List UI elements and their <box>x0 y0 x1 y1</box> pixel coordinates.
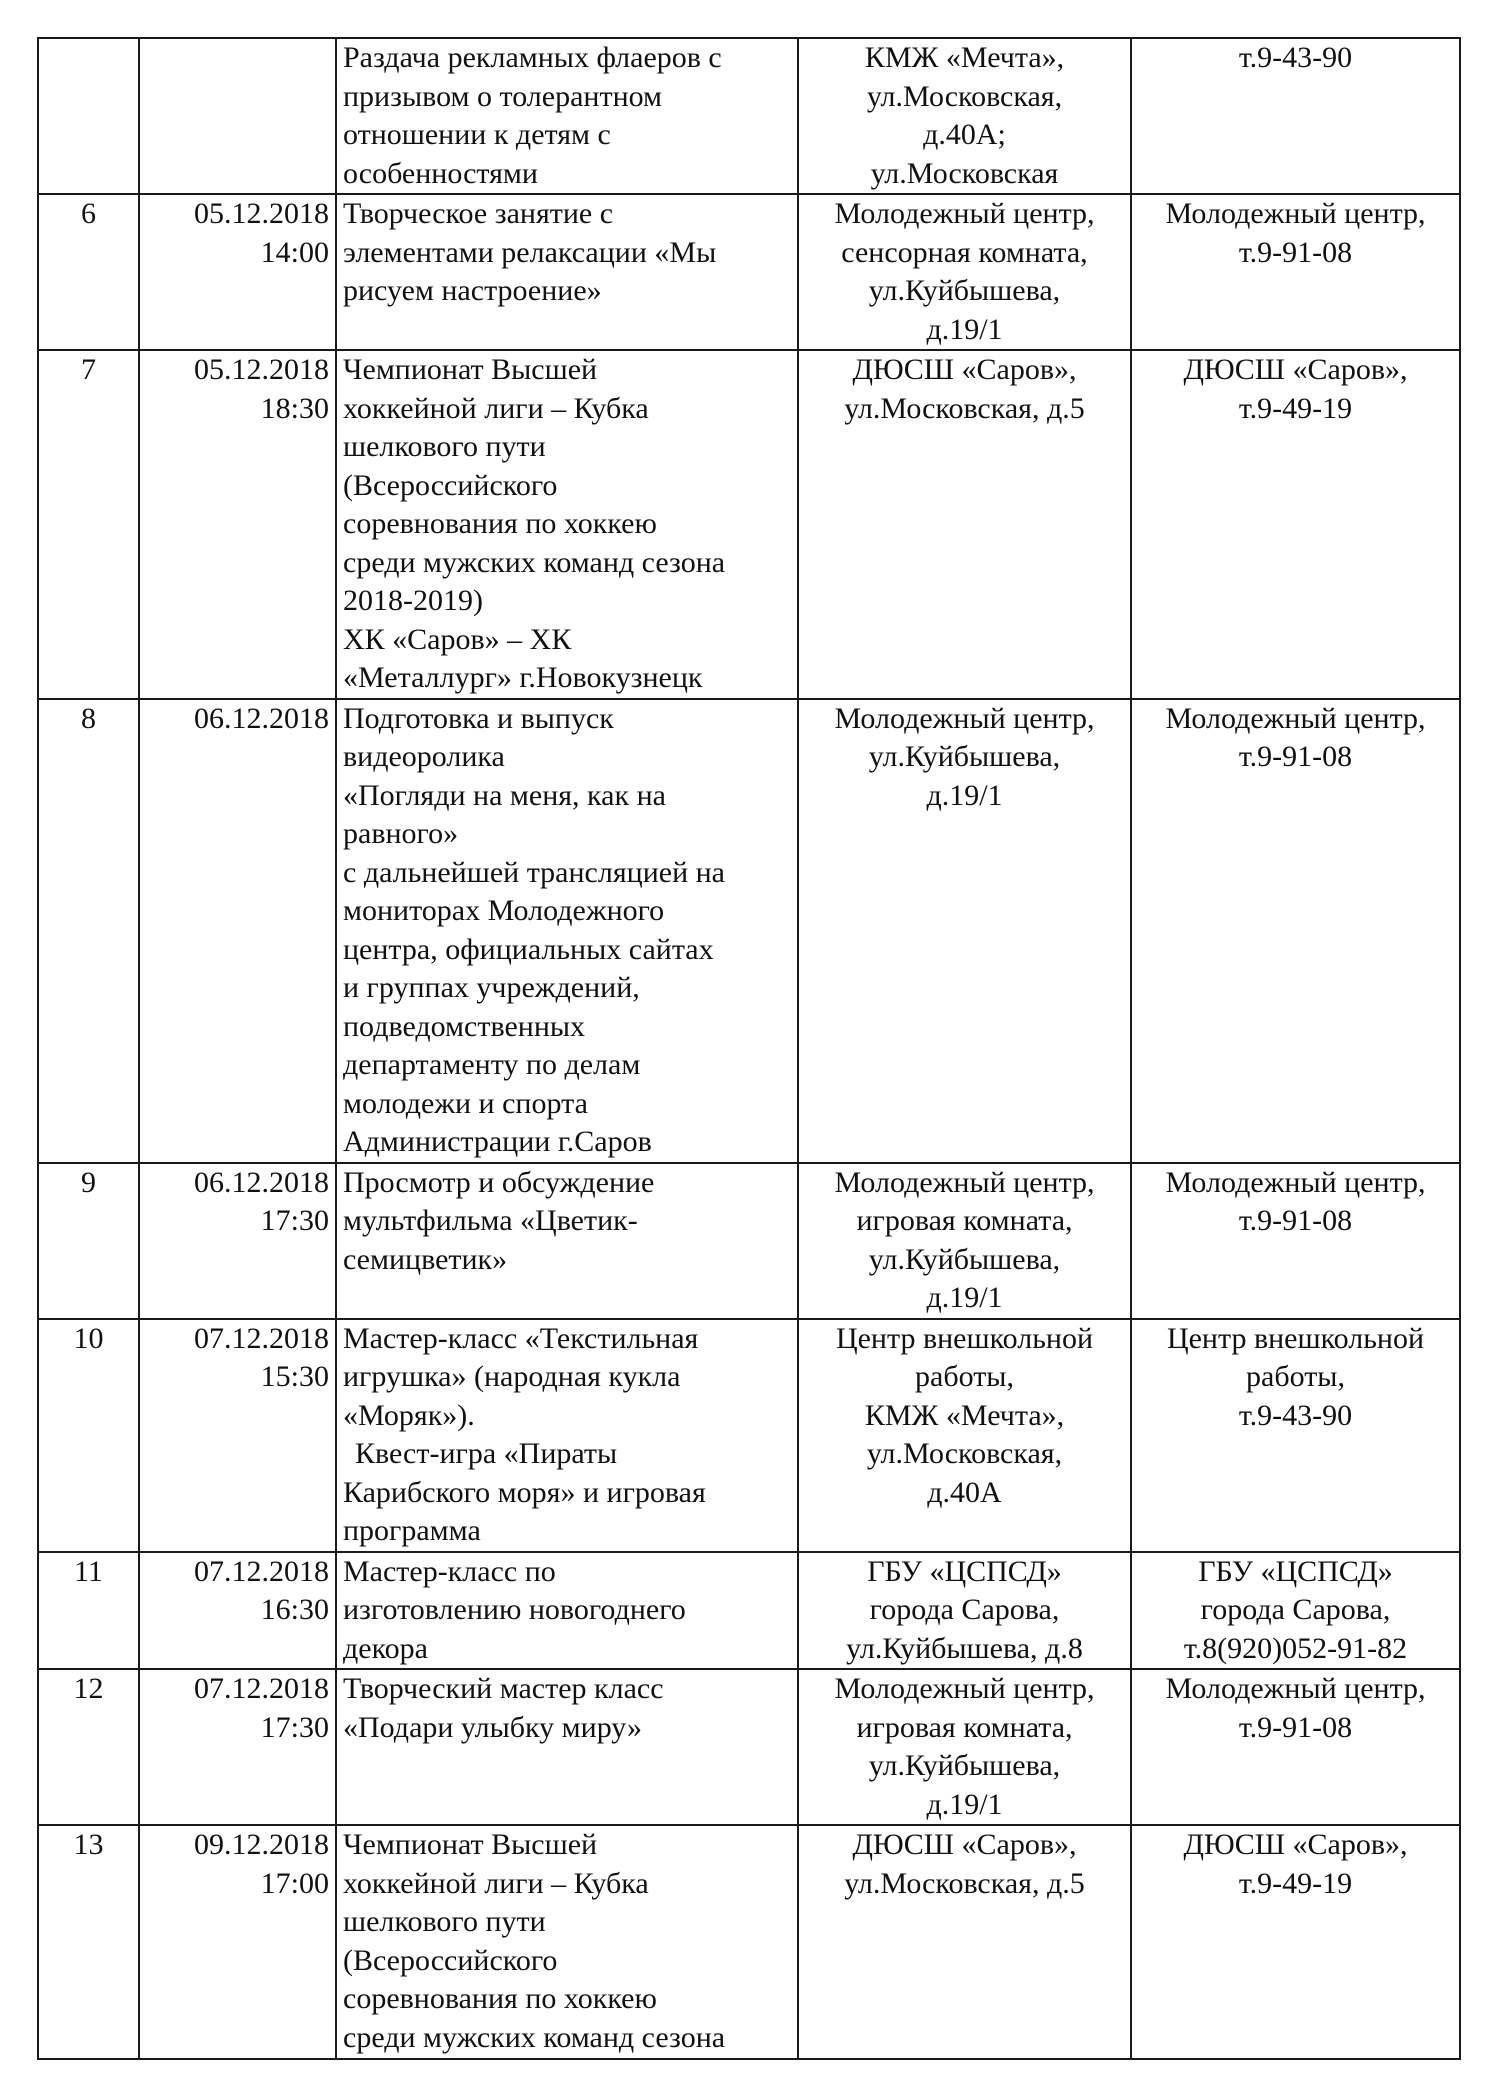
events-schedule-table <box>37 37 1461 2060</box>
event-description-cell <box>336 1552 798 1670</box>
organizer-line: ГБУ «ЦСПСД» <box>1198 1554 1393 1588</box>
row-number-cell <box>38 194 139 350</box>
venue-line: Молодежный центр, <box>834 701 1095 735</box>
venue-line: д.19/1 <box>926 1281 1003 1314</box>
row-number: 11 <box>74 1554 103 1588</box>
event-date: 05.12.2018 <box>194 197 329 230</box>
venue-cell <box>798 1163 1131 1319</box>
venue-cell <box>798 1669 1131 1825</box>
row-number-cell <box>38 1825 139 2059</box>
venue-line: ул.Московская, д.5 <box>844 391 1085 425</box>
event-line: семицветик» <box>343 1242 508 1276</box>
venue-line: Молодежный центр, <box>834 197 1095 230</box>
organizer-line: ДЮСШ «Саров», <box>1183 353 1408 386</box>
row-number-cell <box>38 1669 139 1825</box>
event-description-cell <box>336 194 798 350</box>
venue-cell <box>798 1825 1131 2059</box>
event-line: мультфильма «Цветик- <box>343 1204 638 1237</box>
event-line: (Всероссийского <box>343 1943 558 1977</box>
event-line: особенностями <box>343 156 538 190</box>
event-description-cell <box>336 699 798 1163</box>
date-time-cell <box>139 1825 336 2059</box>
event-line: рисуем настроение» <box>343 274 602 307</box>
event-line: ХК «Саров» – ХК <box>343 622 572 656</box>
organizer-line: т.9-91-08 <box>1238 1204 1353 1237</box>
organizer-line: т.8(920)052-91-82 <box>1183 1631 1408 1665</box>
row-number-cell <box>38 350 139 699</box>
event-line: департаменту по делам <box>343 1048 641 1081</box>
venue-line: игровая комната, <box>856 1204 1073 1237</box>
venue-line: ул.Куйбышева, <box>868 1749 1061 1782</box>
date-time-cell <box>139 699 336 1163</box>
organizer-line: Молодежный центр, <box>1165 1672 1426 1705</box>
venue-line: д.40А <box>927 1475 1002 1509</box>
venue-line: ул.Московская, <box>866 79 1063 113</box>
date-time-cell <box>139 1669 336 1825</box>
event-line: призывом о толерантном <box>343 79 663 113</box>
event-line: «Моряк»). <box>343 1398 475 1432</box>
event-line: хоккейной лиги – Кубка <box>343 1866 649 1900</box>
event-date: 06.12.2018 <box>194 701 329 735</box>
venue-cell <box>798 38 1131 194</box>
organizer-cell <box>1131 1319 1460 1552</box>
table-row <box>38 38 1460 194</box>
date-time-cell <box>139 194 336 350</box>
organizer-cell <box>1131 1552 1460 1670</box>
row-number-cell <box>38 1319 139 1552</box>
organizer-line: т.9-49-19 <box>1238 391 1353 425</box>
row-number-cell <box>38 1163 139 1319</box>
document-page <box>37 37 1459 2060</box>
organizer-line: т.9-43-90 <box>1238 1398 1353 1432</box>
organizer-cell <box>1131 1163 1460 1319</box>
venue-line: ДЮСШ «Саров», <box>852 353 1077 386</box>
venue-line: сенсорная комната, <box>841 235 1088 269</box>
date-time-cell <box>139 1552 336 1670</box>
row-number-cell <box>38 38 139 194</box>
venue-line: КМЖ «Мечта», <box>864 1398 1065 1432</box>
event-line: Просмотр и обсуждение <box>343 1165 655 1199</box>
date-time-cell <box>139 350 336 699</box>
organizer-line: Молодежный центр, <box>1165 1165 1426 1199</box>
organizer-cell <box>1131 1669 1460 1825</box>
organizer-line: Молодежный центр, <box>1165 197 1426 230</box>
event-date: 09.12.2018 <box>194 1828 329 1861</box>
organizer-line: т.9-91-08 <box>1238 740 1353 773</box>
organizer-line: т.9-43-90 <box>1238 41 1353 74</box>
event-time: 14:00 <box>260 235 329 269</box>
venue-line: ул.Куйбышева, д.8 <box>846 1631 1083 1665</box>
organizer-line: работы, <box>1246 1360 1345 1393</box>
organizer-line: т.9-91-08 <box>1238 1710 1353 1744</box>
event-line: шелкового пути <box>343 430 546 463</box>
venue-line: д.40А; <box>923 118 1006 151</box>
table-row <box>38 1669 1460 1825</box>
venue-line: ДЮСШ «Саров», <box>852 1828 1077 1861</box>
event-line: молодежи и спорта <box>343 1086 588 1120</box>
event-line: «Погляди на меня, как на <box>343 778 666 812</box>
organizer-line: Центр внешкольной <box>1166 1321 1425 1355</box>
event-description-cell <box>336 38 798 194</box>
event-line: среди мужских команд сезона <box>343 2020 726 2054</box>
organizer-line: ДЮСШ «Саров», <box>1183 1828 1408 1861</box>
venue-line: ГБУ «ЦСПСД» <box>867 1554 1062 1588</box>
event-line: хоккейной лиги – Кубка <box>343 391 649 425</box>
table-row <box>38 1163 1460 1319</box>
event-line: мониторах Молодежного <box>343 894 665 927</box>
venue-line: ул.Московская, <box>866 1437 1063 1470</box>
table-row <box>38 194 1460 350</box>
venue-line: ул.Куйбышева, <box>868 740 1061 773</box>
venue-line: д.19/1 <box>926 1787 1003 1821</box>
event-line: Квест-игра «Пираты <box>355 1437 618 1470</box>
venue-line: ул.Московская <box>870 156 1059 190</box>
event-date: 05.12.2018 <box>194 353 329 386</box>
event-time: 15:30 <box>260 1360 329 1393</box>
organizer-cell <box>1131 350 1460 699</box>
organizer-cell <box>1131 699 1460 1163</box>
event-time: 17:30 <box>260 1710 329 1744</box>
event-line: среди мужских команд сезона <box>343 545 726 579</box>
table-row <box>38 1319 1460 1552</box>
date-time-cell <box>139 1163 336 1319</box>
event-time: 16:30 <box>260 1593 329 1626</box>
venue-line: д.19/1 <box>926 312 1003 346</box>
event-description-cell <box>336 1319 798 1552</box>
date-time-cell <box>139 1319 336 1552</box>
venue-line: д.19/1 <box>926 778 1003 812</box>
table-body <box>38 38 1460 2059</box>
row-number: 9 <box>81 1165 96 1199</box>
venue-line: игровая комната, <box>856 1710 1073 1744</box>
event-line: соревнования по хоккею <box>343 507 657 540</box>
venue-line: ул.Московская, д.5 <box>844 1866 1085 1900</box>
row-number: 7 <box>81 353 96 386</box>
venue-cell <box>798 699 1131 1163</box>
venue-line: Молодежный центр, <box>834 1672 1095 1705</box>
organizer-cell <box>1131 38 1460 194</box>
row-number-cell <box>38 699 139 1163</box>
event-line: элементами релаксации «Мы <box>343 235 717 269</box>
event-line: Творческий мастер класс <box>343 1672 664 1705</box>
row-number: 8 <box>81 701 96 735</box>
event-time: 17:00 <box>260 1866 329 1900</box>
event-line: 2018-2019) <box>343 584 483 617</box>
row-number-cell <box>38 1552 139 1670</box>
venue-line: города Сарова, <box>869 1593 1060 1626</box>
venue-cell <box>798 194 1131 350</box>
event-line: (Всероссийского <box>343 468 558 502</box>
event-line: центра, официальных сайтах <box>343 932 714 966</box>
event-line: Творческое занятие с <box>343 197 614 230</box>
organizer-line: города Сарова, <box>1200 1593 1391 1626</box>
event-line: «Подари улыбку миру» <box>343 1710 643 1744</box>
event-time: 17:30 <box>260 1204 329 1237</box>
table-row <box>38 1552 1460 1670</box>
table-row <box>38 699 1460 1163</box>
event-line: видеоролика <box>343 740 505 773</box>
event-date: 07.12.2018 <box>194 1672 329 1705</box>
organizer-line: т.9-91-08 <box>1238 235 1353 269</box>
event-date: 07.12.2018 <box>194 1554 329 1588</box>
date-time-cell <box>139 38 336 194</box>
event-line: Мастер-класс по <box>343 1554 556 1588</box>
event-description-cell <box>336 1669 798 1825</box>
venue-cell <box>798 350 1131 699</box>
row-number: 6 <box>81 197 96 230</box>
venue-line: ул.Куйбышева, <box>868 1242 1061 1276</box>
venue-line: Молодежный центр, <box>834 1165 1095 1199</box>
event-line: игрушка» (народная кукла <box>343 1360 681 1393</box>
event-line: отношении к детям с <box>343 118 611 151</box>
event-line: Администрации г.Саров <box>343 1125 652 1158</box>
venue-line: ул.Куйбышева, <box>868 274 1061 307</box>
organizer-cell <box>1131 1825 1460 2059</box>
event-line: Раздача рекламных флаеров с <box>343 41 722 74</box>
event-line: Чемпионат Высшей <box>343 353 598 386</box>
venue-line: Центр внешкольной <box>835 1321 1094 1355</box>
venue-line: КМЖ «Мечта», <box>864 41 1065 74</box>
event-line: изготовлению новогоднего <box>343 1593 686 1626</box>
row-number: 12 <box>73 1672 104 1705</box>
event-line: подведомственных <box>343 1009 586 1043</box>
row-number: 13 <box>73 1828 104 1861</box>
event-line: с дальнейшей трансляцией на <box>343 855 725 889</box>
event-description-cell <box>336 1163 798 1319</box>
event-line: шелкового пути <box>343 1905 546 1938</box>
event-time: 18:30 <box>260 391 329 425</box>
event-line: и группах учреждений, <box>343 971 640 1004</box>
event-date: 06.12.2018 <box>194 1165 329 1199</box>
organizer-cell <box>1131 194 1460 350</box>
row-number: 10 <box>73 1321 104 1355</box>
venue-cell <box>798 1319 1131 1552</box>
organizer-line: Молодежный центр, <box>1165 701 1426 735</box>
event-description-cell <box>336 350 798 699</box>
event-line: Подготовка и выпуск <box>343 701 614 735</box>
event-line: соревнования по хоккею <box>343 1982 657 2015</box>
organizer-line: т.9-49-19 <box>1238 1866 1353 1900</box>
event-line: Карибского моря» и игровая <box>343 1475 706 1509</box>
event-line: Мастер-класс «Текстильная <box>343 1321 699 1355</box>
venue-line: работы, <box>915 1360 1014 1393</box>
event-line: декора <box>343 1631 428 1665</box>
event-line: «Металлург» г.Новокузнецк <box>343 661 703 694</box>
event-line: равного» <box>343 817 459 850</box>
event-line: Чемпионат Высшей <box>343 1828 598 1861</box>
table-row <box>38 350 1460 699</box>
table-row <box>38 1825 1460 2059</box>
event-line: программа <box>343 1514 481 1547</box>
event-description-cell <box>336 1825 798 2059</box>
venue-cell <box>798 1552 1131 1670</box>
event-date: 07.12.2018 <box>194 1321 329 1355</box>
